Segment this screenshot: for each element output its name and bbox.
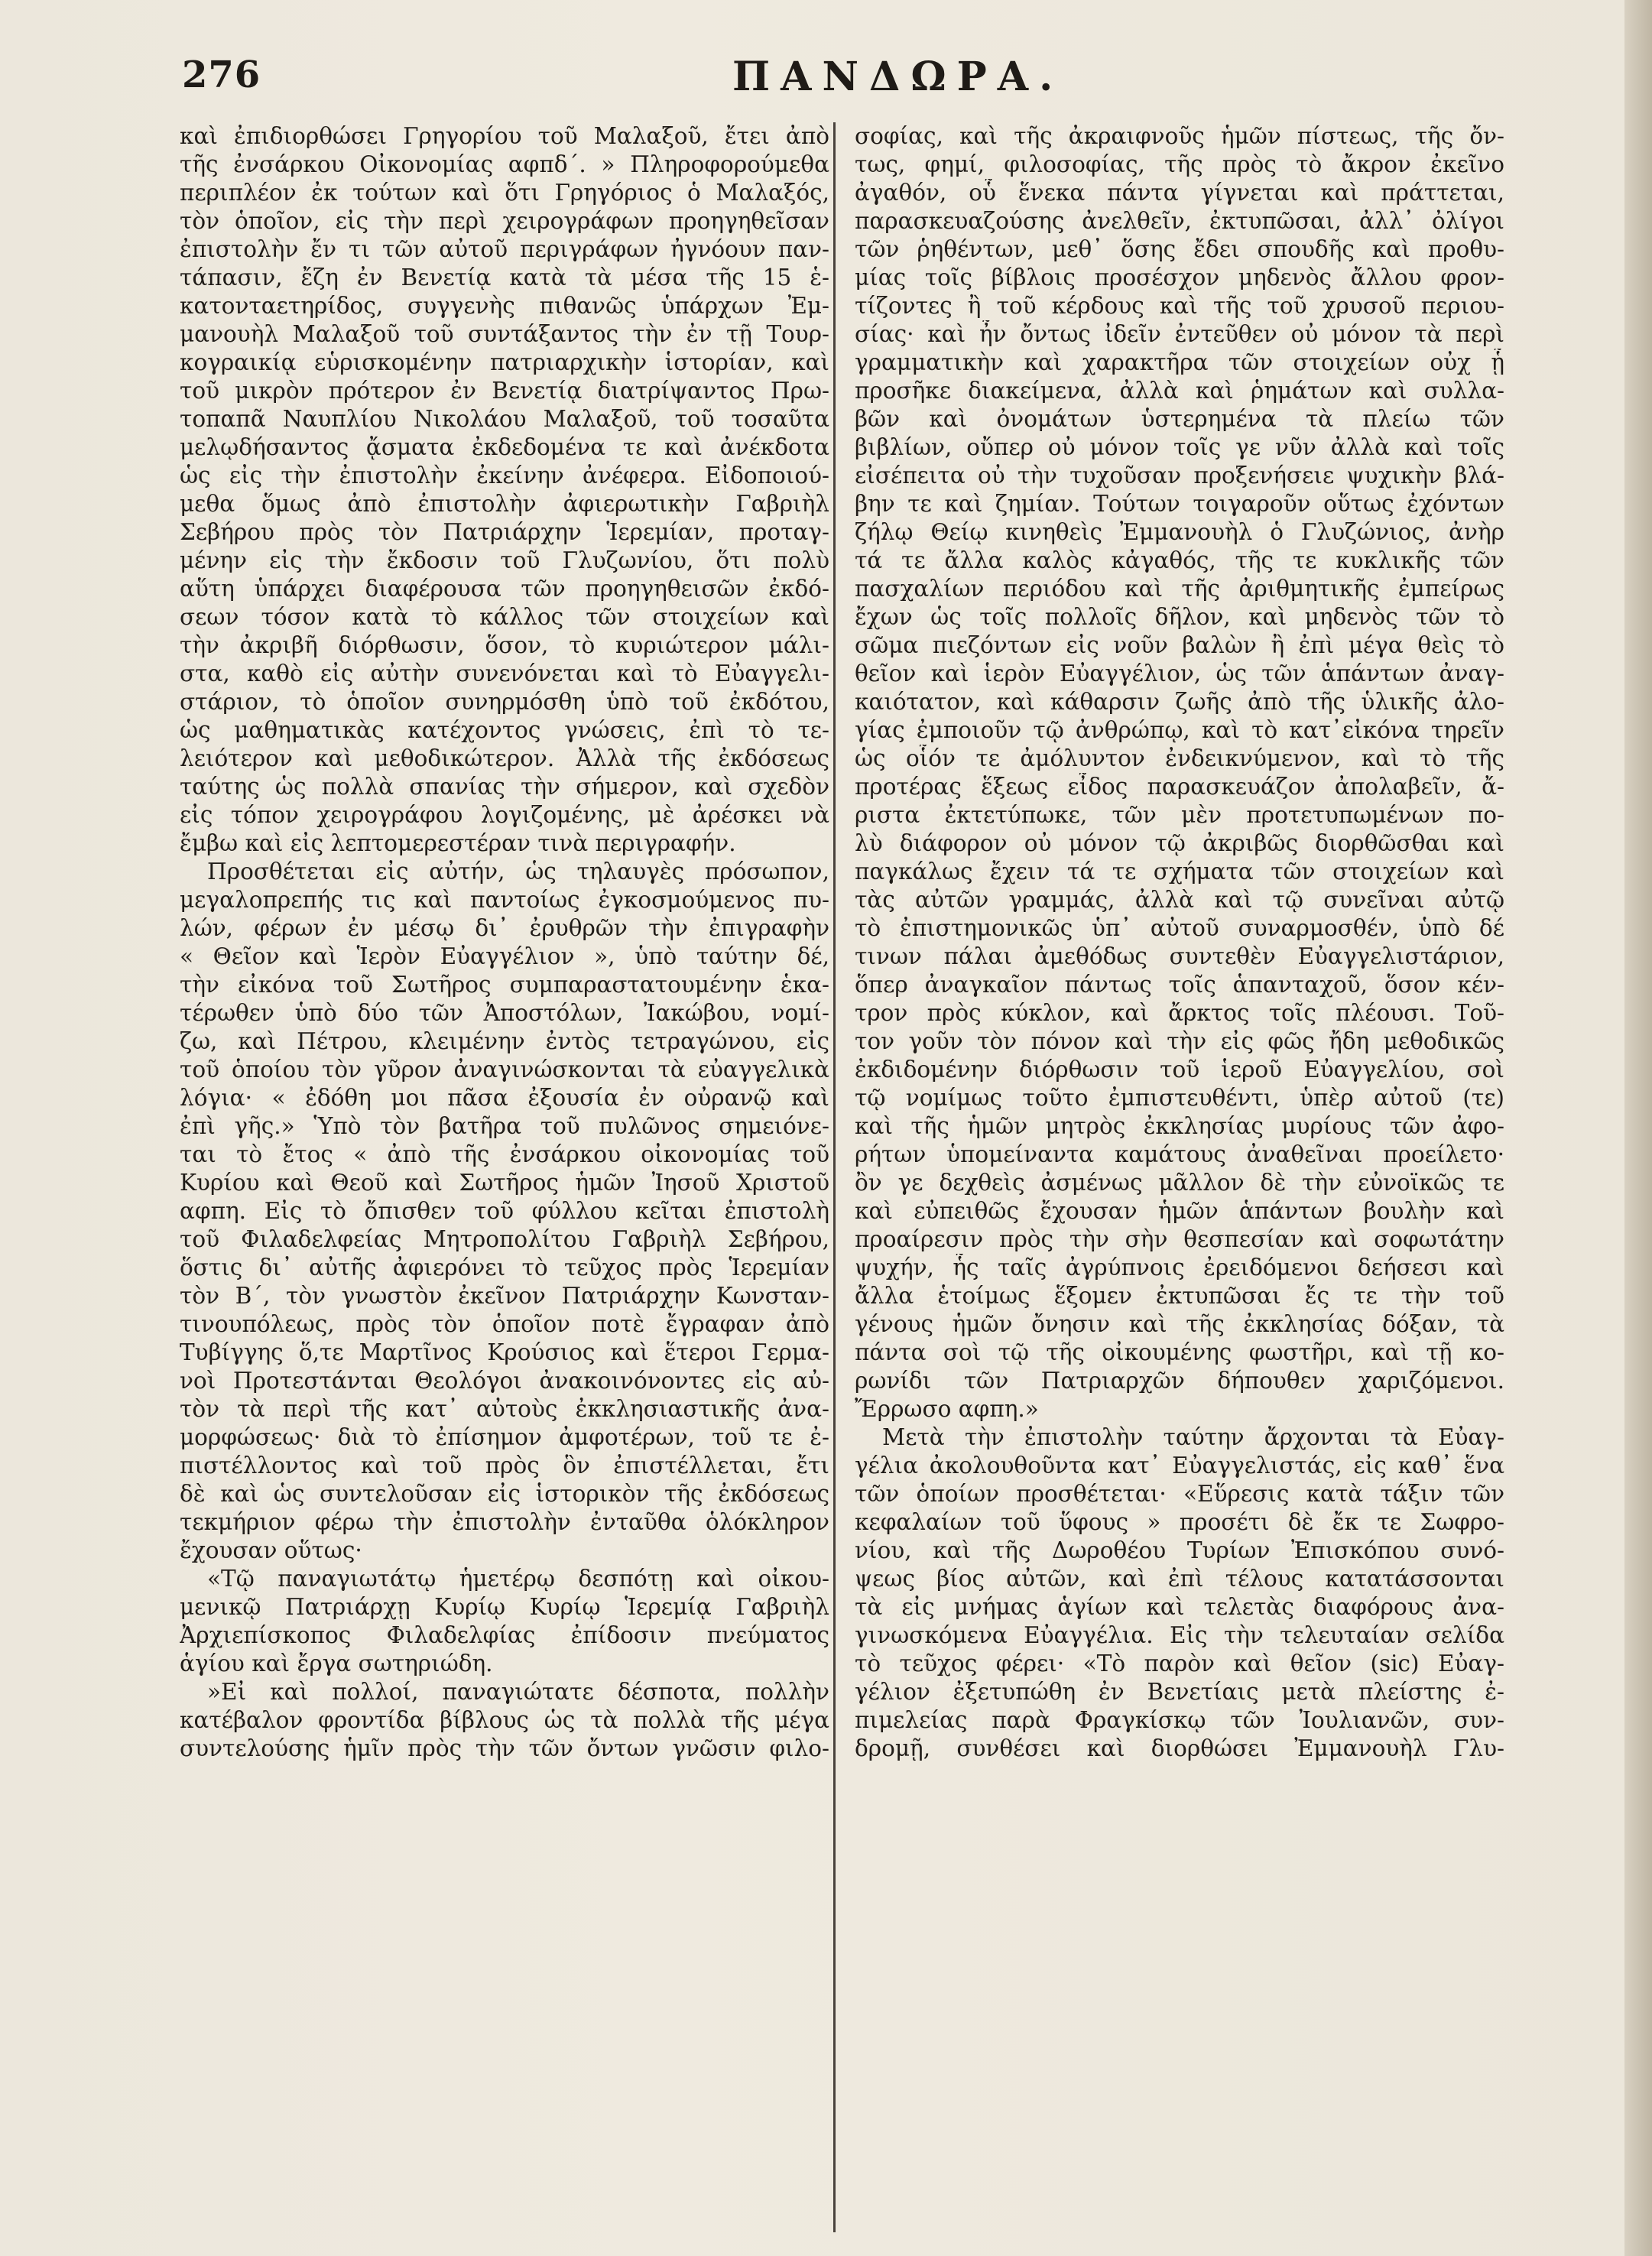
text-line: Σεβήρου πρὸς τὸν Πατριάρχην Ἱερεμίαν, προταγ- [180, 519, 829, 545]
text-line: νοὶ Προτεστάνται Θεολόγοι ἀνακοινόνοντες εἰς αὐ- [180, 1368, 829, 1394]
text-line: πάντα σοὶ τῷ τῆς οἰκουμένης φωστῆρι, καὶ τῇ κο- [855, 1339, 1504, 1365]
text-line: δὲ καὶ ὡς συντελοῦσαν εἰς ἱστορικὸν τῆς ἐκδόσεως [180, 1481, 829, 1507]
text-line: τὴν ἀκριβῆ διόρθωσιν, ὅσον, τὸ κυριώτερον μάλι- [180, 632, 829, 658]
text-line: ἐκδιδομένην διόρθωσιν τοῦ ἱεροῦ Εὐαγγελίου, σοὶ [855, 1057, 1504, 1083]
left-text-column [180, 122, 829, 2232]
text-line: θεῖον καὶ ἱερὸν Εὐαγγέλιον, ὡς τῶν ἁπάντων ἀναγ- [855, 661, 1504, 687]
text-line: γένους ἡμῶν ὄνησιν καὶ τῆς ἐκκλησίας δόξαν, τὰ [855, 1311, 1504, 1337]
text-line: συντελούσης ἡμῖν πρὸς τὴν τῶν ὄντων γνῶσιν φιλο- [180, 1735, 829, 1761]
right-text-column [855, 122, 1504, 2232]
text-line: προσῆκε διακείμενα, ἀλλὰ καὶ ῥημάτων καὶ συλλα- [855, 378, 1504, 404]
text-line: τά τε ἄλλα καλὸς κἀγαθός, τῆς τε κυκλικῆς τῶν [855, 547, 1504, 573]
text-line: τὸν ὁποῖον, εἰς τὴν περὶ χειρογράφων προηγηθεῖσαν [180, 208, 829, 234]
text-line: τῶν ῥηθέντων, μεθ᾽ ὅσης ἔδει σπουδῆς καὶ προθυ- [855, 236, 1504, 262]
text-line: τὴν εἰκόνα τοῦ Σωτῆρος συμπαραστατουμένην ἑκα- [180, 972, 829, 998]
text-line: πιμελείας παρὰ Φραγκίσκῳ τῶν Ἰουλιανῶν, συν- [855, 1707, 1504, 1733]
text-line: τινων πάλαι ἀμεθόδως συντεθὲν Εὐαγγελιστάριον, [855, 943, 1504, 969]
text-line: μένην εἰς τὴν ἔκδοσιν τοῦ Γλυζωνίου, ὅτι πολὺ [180, 547, 829, 573]
text-line: ὂν γε δεχθεὶς ἀσμένως μᾶλλον δὲ τὴν εὐνοϊκῶς τε [855, 1170, 1504, 1196]
text-line: πασχαλίων περιόδου καὶ τῆς ἀριθμητικῆς ἐμπείρως [855, 576, 1504, 602]
text-line: δρομῇ, συνθέσει καὶ διορθώσει Ἐμμανουὴλ Γλυ- [855, 1735, 1504, 1761]
text-line: λειότερον καὶ μεθοδικώτερον. Ἀλλὰ τῆς ἐκδόσεως [180, 745, 829, 771]
text-line: αφπη. Εἰς τὸ ὄπισθεν τοῦ φύλλου κεῖται ἐπιστολὴ [180, 1198, 829, 1224]
text-line: στάριον, τὸ ὁποῖον συνηρμόσθη ὑπὸ τοῦ ἐκδότου, [180, 689, 829, 715]
text-line: »Εἰ καὶ πολλοί, παναγιώτατε δέσποτα, πολλὴν [207, 1679, 829, 1705]
text-line: κογραικίᾳ εὑρισκομένην πατριαρχικὴν ἱστορίαν, καὶ [180, 349, 829, 375]
text-line: σίας· καὶ ἦν ὄντως ἰδεῖν ἐντεῦθεν οὐ μόνον τὰ περὶ [855, 321, 1504, 347]
text-line: γραμματικὴν καὶ χαρακτῆρα τῶν στοιχείων οὐχ ᾗ [855, 349, 1504, 375]
text-line: γέλιον ἐξετυπώθη ἐν Βενετίαις μετὰ πλείστης ἐ- [855, 1679, 1504, 1705]
text-line: ταύτης ὡς πολλὰ σπανίας τὴν σήμερον, καὶ σχεδὸν [180, 774, 829, 800]
text-line: Ἀρχιεπίσκοπος Φιλαδελφίας ἐπίδοσιν πνεύματος [180, 1622, 829, 1648]
text-line: τὸ ἐπιστημονικῶς ὑπ᾽ αὐτοῦ συναρμοσθέν, ὑπὸ δέ [855, 915, 1504, 941]
text-line: Τυβίγγης ὅ,τε Μαρτῖνος Κρούσιος καὶ ἕτεροι Γερμα- [180, 1339, 829, 1365]
text-line: Ἔρρωσο αφπη.» [855, 1396, 1039, 1422]
text-line: τὸν Β΄, τὸν γνωστὸν ἐκεῖνον Πατριάρχην Κωνσταν- [180, 1283, 829, 1309]
text-line: εἰς τόπον χειρογράφου λογιζομένης, μὲ ἀρέσκει νὰ [180, 802, 829, 828]
text-line: τὸν τὰ περὶ τῆς κατ᾽ αὐτοὺς ἐκκλησιαστικῆς ἀνα- [180, 1396, 829, 1422]
text-line: σεων τόσον κατὰ τὸ κάλλος τῶν στοιχείων καὶ [180, 604, 829, 630]
text-line: «Τῷ παναγιωτάτῳ ἡμετέρῳ δεσπότῃ καὶ οἰκου- [207, 1566, 829, 1592]
text-line: κατέβαλον φροντίδα βίβλους ὡς τὰ πολλὰ τῆς μέγα [180, 1707, 829, 1733]
text-line: στα, καθὸ εἰς αὐτὴν συνενόνεται καὶ τὸ Εὐαγγελι- [180, 661, 829, 687]
text-line: ἐπιστολὴν ἔν τι τῶν αὐτοῦ περιγράφων ἠγνόουν παν- [180, 236, 829, 262]
text-line: προτέρας ἕξεως εἶδος παρασκευάζον ἀπολαβεῖν, ἄ- [855, 774, 1504, 800]
text-line: προαίρεσιν πρὸς τὴν σὴν θεσπεσίαν καὶ σοφωτάτην [855, 1226, 1504, 1252]
text-line: τεκμήριον φέρω τὴν ἐπιστολὴν ἐνταῦθα ὁλόκληρον [180, 1509, 829, 1535]
text-line: ριστα ἐκτετύπωκε, τῶν μὲν προτετυπωμένων πο- [855, 802, 1504, 828]
text-line: τὰ εἰς μνήμας ἁγίων καὶ τελετὰς διαφόρους ἀνα- [855, 1594, 1504, 1620]
column-divider [833, 122, 836, 2232]
text-line: τίζοντες ἢ τοῦ κέρδους καὶ τῆς τοῦ χρυσοῦ περιου- [855, 293, 1504, 319]
text-line: βιβλίων, οὔπερ οὐ μόνον τοῖς γε νῦν ἀλλὰ καὶ τοῖς [855, 434, 1504, 460]
text-line: Προσθέτεται εἰς αὐτήν, ὡς τηλαυγὲς πρόσωπον, [207, 859, 829, 885]
page-number: 276 [182, 54, 261, 96]
text-line: τοῦ μικρὸν πρότερον ἐν Βενετίᾳ διατρίψαντος Πρω- [180, 378, 829, 404]
text-line: τοπαπᾶ Ναυπλίου Νικολάου Μαλαξοῦ, τοῦ τοσαῦτα [180, 406, 829, 432]
text-line: τρον πρὸς κύκλον, καὶ ἄρκτος τοῖς πλέουσι. Τοῦ- [855, 1000, 1504, 1026]
text-line: ἀγαθόν, οὗ ἕνεκα πάντα γίγνεται καὶ πράττεται, [855, 180, 1504, 206]
text-line: τον γοῦν τὸν πόνον καὶ τὴν εἰς φῶς ἤδη μεθοδικῶς [855, 1028, 1504, 1054]
text-line: ὡς εἰς τὴν ἐπιστολὴν ἐκείνην ἀνέφερα. Εἰδοποιού- [180, 463, 829, 489]
text-line: Κυρίου καὶ Θεοῦ καὶ Σωτῆρος ἡμῶν Ἰησοῦ Χριστοῦ [180, 1170, 829, 1196]
text-line: τὰς αὐτῶν γραμμάς, ἀλλὰ καὶ τῷ συνεῖναι αὐτῷ [855, 887, 1504, 913]
text-line: ρωνίδι τῶν Πατριαρχῶν δήπουθεν χαριζόμενοι. [855, 1368, 1504, 1394]
text-line: ὡς οἷόν τε ἀμόλυντον ἐνδεικνύμενον, καὶ τὸ τῆς [855, 745, 1504, 771]
text-line: τοῦ ὁποίου τὸν γῦρον ἀναγινώσκονται τὰ εὐαγγελικὰ [180, 1057, 829, 1083]
text-line: τοῦ Φιλαδελφείας Μητροπολίτου Γαβριὴλ Σεβήρου, [180, 1226, 829, 1252]
text-line: λὺ διάφορον οὐ μόνον τῷ ἀκριβῶς διορθῶσθαι καὶ [855, 830, 1504, 856]
text-line: ὡς μαθηματικὰς κατέχοντος γνώσεις, ἐπὶ τὸ τε- [180, 717, 829, 743]
text-line: ζήλῳ Θείῳ κινηθεὶς Ἐμμανουὴλ ὁ Γλυζώνιος, ἀνὴρ [855, 519, 1504, 545]
text-line: ἐπὶ γῆς.» Ὑπὸ τὸν βατῆρα τοῦ πυλῶνος σημειόνε- [180, 1113, 829, 1139]
text-line: ται τὸ ἔτος « ἀπὸ τῆς ἐνσάρκου οἰκονομίας τοῦ [180, 1141, 829, 1167]
text-line: ζω, καὶ Πέτρου, κλειμένην ἐντὸς τετραγώνου, εἰς [180, 1028, 829, 1054]
text-line: βην τε καὶ ζημίαν. Τούτων τοιγαροῦν οὕτως ἐχόντων [855, 491, 1504, 517]
running-title: ΠΑΝΔΩΡΑ. [732, 54, 1064, 100]
text-line: ἔμβω καὶ εἰς λεπτομερεστέραν τινὰ περιγραφήν. [180, 830, 736, 856]
text-line: παγκάλως ἔχειν τά τε σχήματα τῶν στοιχείων καὶ [855, 859, 1504, 885]
text-line: τῶν ὁποίων προσθέτεται· «Εὕρεσις κατὰ τάξιν τῶν [855, 1481, 1504, 1507]
text-line: πιστέλλοντος καὶ τοῦ πρὸς ὃν ἐπιστέλλεται, ἔτι [180, 1453, 829, 1479]
text-line: περιπλέον ἐκ τούτων καὶ ὅτι Γρηγόριος ὁ Μαλαξός, [180, 180, 829, 206]
text-line: τέρωθεν ὑπὸ δύο τῶν Ἀποστόλων, Ἰακώβου, νομί- [180, 1000, 829, 1026]
text-line: αὕτη ὑπάρχει διαφέρουσα τῶν προηγηθεισῶν ἐκδό- [180, 576, 829, 602]
text-line: βῶν καὶ ὀνομάτων ὑστερημένα τὰ πλείω τῶν [855, 406, 1504, 432]
text-line: τάπασιν, ἔζη ἐν Βενετίᾳ κατὰ τὰ μέσα τῆς 15 ἑ- [180, 265, 829, 291]
text-line: εἰσέπειτα οὐ τὴν τυχοῦσαν προξενήσειε ψυχικὴν βλά- [855, 463, 1504, 489]
text-line: ψυχήν, ἧς ταῖς ἀγρύπνοις ἐρειδόμενοι δεήσεσι καὶ [855, 1255, 1504, 1281]
page-header [182, 54, 1566, 107]
text-line: ἄλλα ἑτοίμως ἕξομεν ἐκτυπῶσαι ἔς τε τὴν τοῦ [855, 1283, 1504, 1309]
text-line: ὅστις δι᾽ αὐτῆς ἀφιερόνει τὸ τεῦχος πρὸς Ἱερεμίαν [180, 1255, 829, 1281]
text-line: ἔχων ὡς τοῖς πολλοῖς δῆλον, καὶ μηδενὸς τῶν τὸ [855, 604, 1504, 630]
text-line: καιότατον, καὶ κάθαρσιν ζωῆς ἀπὸ τῆς ὑλικῆς ἀλο- [855, 689, 1504, 715]
text-line: τῷ νομίμως τοῦτο ἐμπιστευθέντι, ὑπὲρ αὐτοῦ (τε) [855, 1085, 1504, 1111]
text-line: μανουὴλ Μαλαξοῦ τοῦ συντάξαντος τὴν ἐν τῇ Τουρ- [180, 321, 829, 347]
text-line: ὅπερ ἀναγκαῖον πάντως τοῖς ἁπανταχοῦ, ὅσον κέν- [855, 972, 1504, 998]
text-line: τως, φημί, φιλοσοφίας, τῆς πρὸς τὸ ἄκρον ἐκεῖνο [855, 151, 1504, 177]
text-line: ψεως βίος αὐτῶν, καὶ ἐπὶ τέλους κατατάσσονται [855, 1566, 1504, 1592]
text-line: κεφαλαίων τοῦ ὕφους » προσέτι δὲ ἔκ τε Σωφρο- [855, 1509, 1504, 1535]
text-line: λών, φέρων ἐν μέσῳ δι᾽ ἐρυθρῶν τὴν ἐπιγραφὴν [180, 915, 829, 941]
text-line: ἔχουσαν οὕτως· [180, 1537, 362, 1563]
text-line: ἁγίου καὶ ἔργα σωτηριώδη. [180, 1651, 493, 1677]
text-line: γινωσκόμενα Εὐαγγέλια. Εἰς τὴν τελευταίαν σελίδα [855, 1622, 1504, 1648]
text-line: μορφώσεως· διὰ τὸ ἐπίσημον ἀμφοτέρων, τοῦ τε ἐ- [180, 1424, 829, 1450]
text-line: λόγια· « ἐδόθη μοι πᾶσα ἐξουσία ἐν οὐρανῷ καὶ [180, 1085, 829, 1111]
text-line: ρήτων ὑπομείναντα καμάτους ἀναθεῖναι προείλετο· [855, 1141, 1504, 1167]
text-line: καὶ εὐπειθῶς ἔχουσαν ἡμῶν ἁπάντων βουλὴν καὶ [855, 1198, 1504, 1224]
text-line: « Θεῖον καὶ Ἱερὸν Εὐαγγέλιον », ὑπὸ ταύτην δέ, [180, 943, 829, 969]
text-line: μελῳδήσαντος ᾄσματα ἐκδεδομένα τε καὶ ἀνέκδοτα [180, 434, 829, 460]
text-line: μίας τοῖς βίβλοις προσέσχον μηδενὸς ἄλλου φρον- [855, 265, 1504, 291]
text-line: Μετὰ τὴν ἐπιστολὴν ταύτην ἄρχονται τὰ Εὐαγ- [882, 1424, 1504, 1450]
text-line: μεγαλοπρεπής τις καὶ παντοίως ἐγκοσμούμενος πυ- [180, 887, 829, 913]
text-line: μενικῷ Πατριάρχῃ Κυρίῳ Κυρίῳ Ἱερεμίᾳ Γαβριὴλ [180, 1594, 829, 1620]
text-line: νίου, καὶ τῆς Δωροθέου Τυρίων Ἐπισκόπου συνό- [855, 1537, 1504, 1563]
text-line: γίας ἐμποιοῦν τῷ ἀνθρώπῳ, καὶ τὸ κατ᾽εἰκόνα τηρεῖν [855, 717, 1504, 743]
text-line: γέλια ἀκολουθοῦντα κατ᾽ Εὐαγγελιστάς, εἰς καθ᾽ ἕνα [855, 1453, 1504, 1479]
text-line: σοφίας, καὶ τῆς ἀκραιφνοῦς ἡμῶν πίστεως, τῆς ὄν- [855, 123, 1504, 149]
page-edge-shadow [1624, 0, 1652, 2256]
text-line: τῆς ἐνσάρκου Οἰκονομίας αφπδ΄. » Πληροφορούμεθα [180, 151, 829, 177]
text-line: καὶ τῆς ἡμῶν μητρὸς ἐκκλησίας μυρίους τῶν ἀφο- [855, 1113, 1504, 1139]
text-line: σῶμα πιεζόντων εἰς νοῦν βαλὼν ἢ ἐπὶ μέγα θεὶς τὸ [855, 632, 1504, 658]
text-line: παρασκευαζούσης ἀνελθεῖν, ἐκτυπῶσαι, ἀλλ᾽ ὀλίγοι [855, 208, 1504, 234]
text-line: μεθα ὅμως ἀπὸ ἐπιστολὴν ἀφιερωτικὴν Γαβριὴλ [180, 491, 829, 517]
text-line: τὸ τεῦχος φέρει· «Τὸ παρὸν καὶ θεῖον (sic) Εὐαγ- [855, 1651, 1504, 1677]
text-line: καὶ ἐπιδιορθώσει Γρηγορίου τοῦ Μαλαξοῦ, ἔτει ἀπὸ [180, 123, 829, 149]
text-line: τινουπόλεως, πρὸς τὸν ὁποῖον ποτὲ ἔγραφαν ἀπὸ [180, 1311, 829, 1337]
text-line: κατονταετηρίδος, συγγενὴς πιθανῶς ὑπάρχων Ἐμ- [180, 293, 829, 319]
